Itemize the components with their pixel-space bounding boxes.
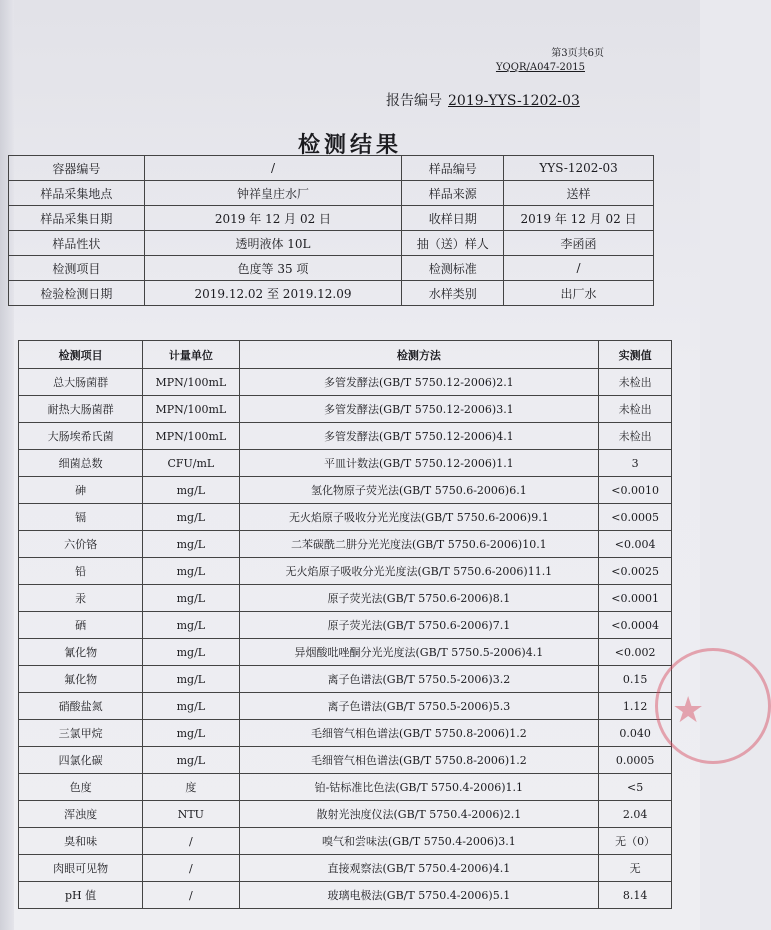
info-value: 2019.12.02 至 2019.12.09 (144, 281, 402, 306)
results-table (18, 340, 672, 909)
result-method: 多管发酵法(GB/T 5750.12-2006)3.1 (239, 396, 599, 423)
info-label: 水样类别 (402, 281, 504, 306)
result-method: 无火焰原子吸收分光光度法(GB/T 5750.6-2006)9.1 (239, 504, 599, 531)
info-label: 样品采集地点 (9, 181, 145, 206)
result-value: <0.002 (599, 639, 672, 666)
result-value: 0.0005 (599, 747, 672, 774)
result-unit: mg/L (143, 720, 239, 747)
info-value: 钟祥皇庄水厂 (144, 181, 402, 206)
info-label: 检测标准 (402, 256, 504, 281)
result-value: 未检出 (599, 423, 672, 450)
result-item: 四氯化碳 (19, 747, 143, 774)
info-value: / (504, 256, 654, 281)
info-label: 检测项目 (9, 256, 145, 281)
result-method: 毛细管气相色谱法(GB/T 5750.8-2006)1.2 (239, 747, 599, 774)
result-row (19, 612, 672, 639)
result-row (19, 882, 672, 909)
result-item: 氰化物 (19, 639, 143, 666)
result-value: <5 (599, 774, 672, 801)
info-label: 收样日期 (402, 206, 504, 231)
form-code: YQQR/A047-2015 (495, 62, 585, 73)
result-item: 臭和味 (19, 828, 143, 855)
page-title: 检测结果 (297, 133, 402, 158)
result-item: 耐热大肠菌群 (19, 396, 143, 423)
result-unit: mg/L (143, 477, 239, 504)
result-method: 铂-钴标准比色法(GB/T 5750.4-2006)1.1 (239, 774, 599, 801)
info-row (9, 231, 654, 256)
result-item: 总大肠菌群 (19, 369, 143, 396)
result-value: 3 (599, 450, 672, 477)
result-unit: mg/L (143, 504, 239, 531)
info-row (9, 181, 654, 206)
result-row (19, 828, 672, 855)
result-unit: CFU/mL (143, 450, 239, 477)
result-row (19, 855, 672, 882)
result-unit: mg/L (143, 531, 239, 558)
result-item: 三氯甲烷 (19, 720, 143, 747)
result-value: <0.0004 (599, 612, 672, 639)
result-method: 嗅气和尝味法(GB/T 5750.4-2006)3.1 (239, 828, 599, 855)
header-unit: 计量单位 (143, 341, 239, 369)
result-row (19, 693, 672, 720)
info-row (9, 206, 654, 231)
report-number (386, 90, 580, 110)
result-unit: mg/L (143, 639, 239, 666)
result-item: 六价铬 (19, 531, 143, 558)
result-value: 未检出 (599, 369, 672, 396)
info-label: 样品编号 (402, 156, 504, 181)
result-item: 氟化物 (19, 666, 143, 693)
result-method: 多管发酵法(GB/T 5750.12-2006)4.1 (239, 423, 599, 450)
result-row (19, 423, 672, 450)
result-row (19, 585, 672, 612)
result-unit: / (143, 828, 239, 855)
seal-star-icon: ★ (672, 690, 705, 731)
result-item: 细菌总数 (19, 450, 143, 477)
result-item: 大肠埃希氏菌 (19, 423, 143, 450)
info-value: 2019 年 12 月 02 日 (144, 206, 402, 231)
result-item: pH 值 (19, 882, 143, 909)
page-number: 第3页共6页 (551, 48, 604, 59)
result-value: 无 (599, 855, 672, 882)
result-method: 氢化物原子荧光法(GB/T 5750.6-2006)6.1 (239, 477, 599, 504)
result-method: 毛细管气相色谱法(GB/T 5750.8-2006)1.2 (239, 720, 599, 747)
result-method: 散射光浊度仪法(GB/T 5750.4-2006)2.1 (239, 801, 599, 828)
result-row (19, 720, 672, 747)
result-method: 原子荧光法(GB/T 5750.6-2006)7.1 (239, 612, 599, 639)
result-item: 色度 (19, 774, 143, 801)
info-label: 容器编号 (9, 156, 145, 181)
result-unit: MPN/100mL (143, 396, 239, 423)
result-item: 汞 (19, 585, 143, 612)
result-item: 镉 (19, 504, 143, 531)
result-unit: mg/L (143, 666, 239, 693)
result-row (19, 558, 672, 585)
result-unit: mg/L (143, 693, 239, 720)
result-method: 无火焰原子吸收分光光度法(GB/T 5750.6-2006)11.1 (239, 558, 599, 585)
result-unit: mg/L (143, 612, 239, 639)
results-header-row (19, 341, 672, 369)
info-value: 送样 (504, 181, 654, 206)
result-item: 浑浊度 (19, 801, 143, 828)
info-value: YYS-1202-03 (504, 156, 654, 181)
sample-info-table (8, 155, 654, 306)
info-label: 检验检测日期 (9, 281, 145, 306)
info-label: 样品性状 (9, 231, 145, 256)
result-value: 8.14 (599, 882, 672, 909)
result-value: 无（0） (599, 828, 672, 855)
result-row (19, 369, 672, 396)
result-row (19, 504, 672, 531)
result-item: 铅 (19, 558, 143, 585)
info-value: 色度等 35 项 (144, 256, 402, 281)
result-value: <0.0001 (599, 585, 672, 612)
info-label: 样品采集日期 (9, 206, 145, 231)
result-unit: / (143, 855, 239, 882)
header-item: 检测项目 (19, 341, 143, 369)
result-row (19, 774, 672, 801)
info-row (9, 281, 654, 306)
result-method: 离子色谱法(GB/T 5750.5-2006)3.2 (239, 666, 599, 693)
info-value: 李函函 (504, 231, 654, 256)
result-item: 硒 (19, 612, 143, 639)
result-method: 二苯碳酰二肼分光光度法(GB/T 5750.6-2006)10.1 (239, 531, 599, 558)
result-method: 多管发酵法(GB/T 5750.12-2006)2.1 (239, 369, 599, 396)
result-row (19, 801, 672, 828)
result-unit: mg/L (143, 747, 239, 774)
result-row (19, 531, 672, 558)
info-label: 抽（送）样人 (402, 231, 504, 256)
header-value: 实测值 (599, 341, 672, 369)
result-row (19, 666, 672, 693)
result-value: 2.04 (599, 801, 672, 828)
result-value: <0.0025 (599, 558, 672, 585)
result-unit: 度 (143, 774, 239, 801)
result-unit: / (143, 882, 239, 909)
result-row (19, 639, 672, 666)
result-method: 直接观察法(GB/T 5750.4-2006)4.1 (239, 855, 599, 882)
result-row (19, 450, 672, 477)
result-value: <0.0010 (599, 477, 672, 504)
result-method: 离子色谱法(GB/T 5750.5-2006)5.3 (239, 693, 599, 720)
result-value: <0.004 (599, 531, 672, 558)
result-unit: NTU (143, 801, 239, 828)
result-value: 1.12 (599, 693, 672, 720)
info-value: 出厂水 (504, 281, 654, 306)
header-method: 检测方法 (239, 341, 599, 369)
result-row (19, 477, 672, 504)
report-number-value: 2019-YYS-1202-03 (448, 93, 580, 109)
result-row (19, 747, 672, 774)
result-method: 异烟酸吡唑酮分光光度法(GB/T 5750.5-2006)4.1 (239, 639, 599, 666)
result-unit: MPN/100mL (143, 423, 239, 450)
info-row (9, 156, 654, 181)
info-row (9, 256, 654, 281)
result-method: 原子荧光法(GB/T 5750.6-2006)8.1 (239, 585, 599, 612)
result-method: 玻璃电极法(GB/T 5750.4-2006)5.1 (239, 882, 599, 909)
result-unit: mg/L (143, 558, 239, 585)
result-method: 平皿计数法(GB/T 5750.12-2006)1.1 (239, 450, 599, 477)
info-value: 透明液体 10L (144, 231, 402, 256)
result-item: 肉眼可见物 (19, 855, 143, 882)
report-number-label: 报告编号 (386, 93, 442, 109)
info-value: 2019 年 12 月 02 日 (504, 206, 654, 231)
result-value: 0.15 (599, 666, 672, 693)
result-row (19, 396, 672, 423)
result-unit: mg/L (143, 585, 239, 612)
result-value: 0.040 (599, 720, 672, 747)
info-value: / (144, 156, 402, 181)
result-item: 砷 (19, 477, 143, 504)
result-item: 硝酸盐氮 (19, 693, 143, 720)
info-label: 样品来源 (402, 181, 504, 206)
result-value: <0.0005 (599, 504, 672, 531)
result-value: 未检出 (599, 396, 672, 423)
result-unit: MPN/100mL (143, 369, 239, 396)
